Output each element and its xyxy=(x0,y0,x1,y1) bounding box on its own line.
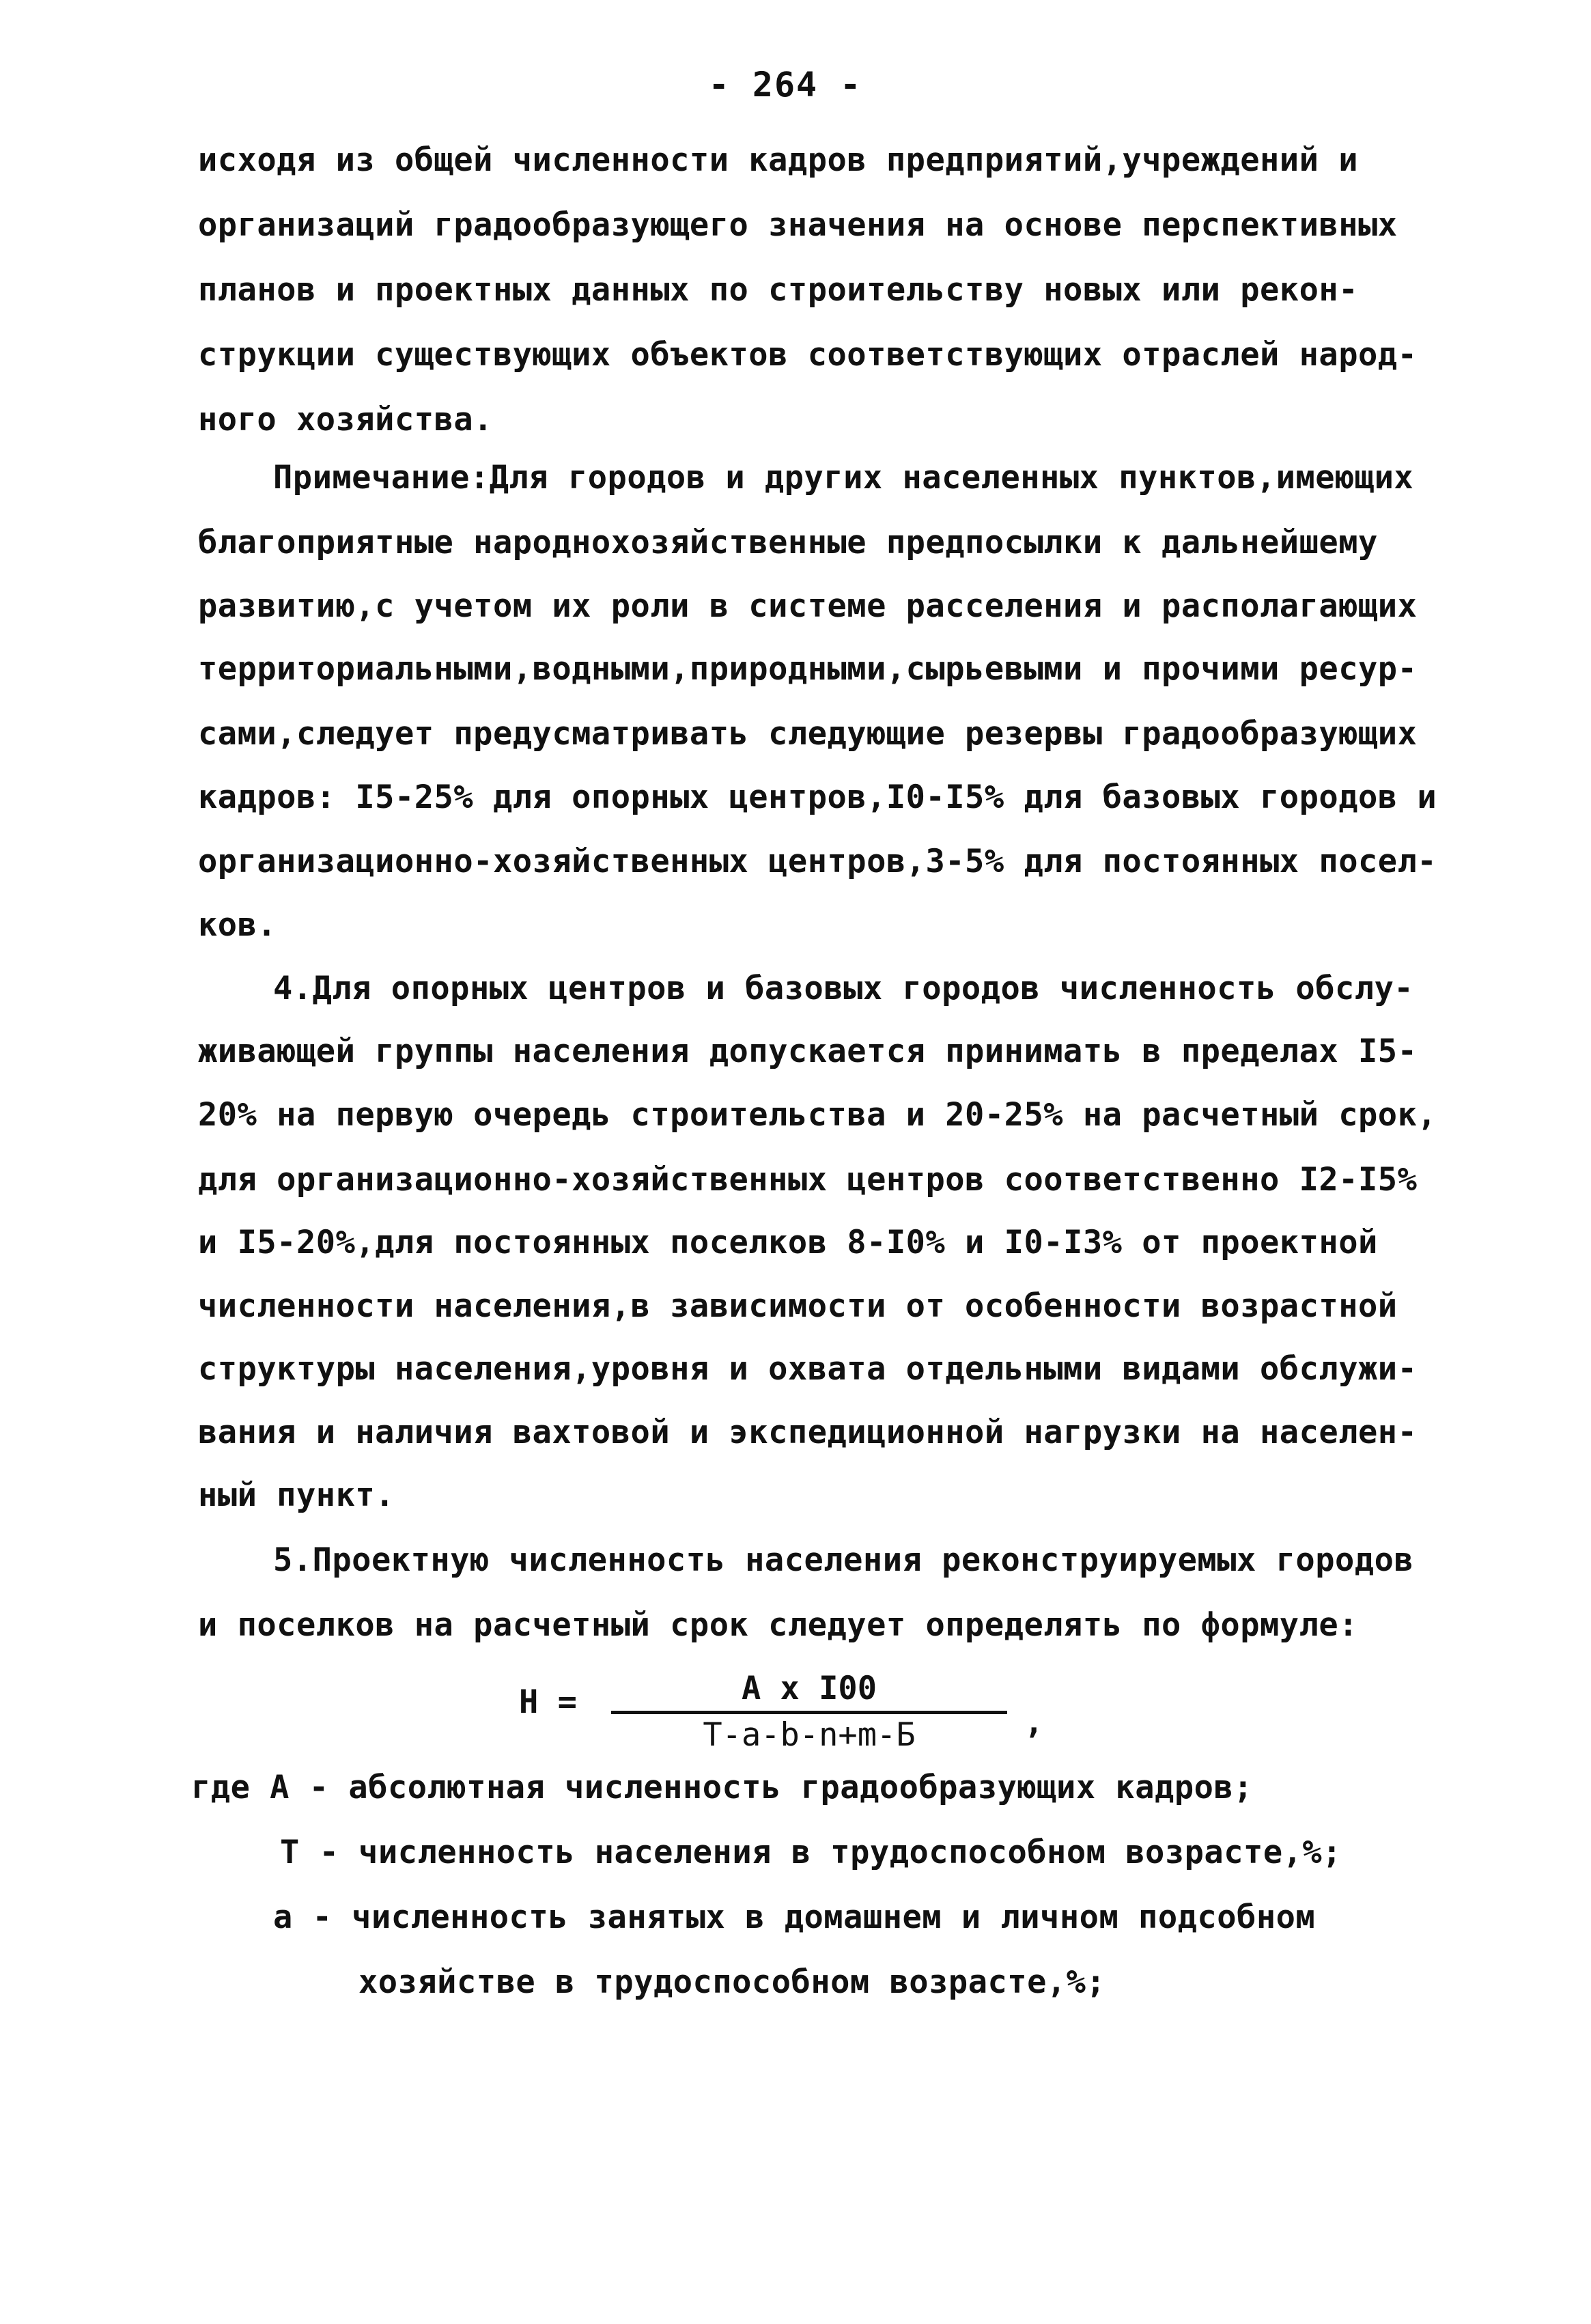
text-line: 5.Проектную численность населения реконструируемых городов xyxy=(273,1541,1414,1579)
text-line: 4.Для опорных центров и базовых городов численность обслу- xyxy=(273,970,1414,1007)
text-line: вания и наличия вахтовой и экспедиционной нагрузки на населен- xyxy=(198,1414,1418,1451)
text-line: а - численность занятых в домашнем и личном подсобном xyxy=(273,1899,1316,1936)
formula-denominator: Т-а-b-n+m-Б xyxy=(703,1716,916,1754)
text-line: 20% на первую очередь строительства и 20-25% на расчетный срок, xyxy=(198,1096,1437,1134)
text-line: ного хозяйства. xyxy=(198,401,493,438)
text-line: где А - абсолютная численность градообразующих кадров; xyxy=(191,1769,1254,1806)
text-line: организаций градообразующего значения на основе перспективных xyxy=(198,206,1398,244)
page-number: - 264 - xyxy=(708,65,862,104)
text-line: структуры населения,уровня и охвата отдельными видами обслужи- xyxy=(198,1350,1418,1388)
text-line: струкции существующих объектов соответствующих отраслей народ- xyxy=(198,336,1418,374)
formula xyxy=(519,1670,1065,1752)
text-line: для организационно-хозяйственных центров соответственно I2-I5% xyxy=(198,1161,1418,1199)
text-line: сами,следует предусматривать следующие резервы градообразующих xyxy=(198,715,1418,753)
text-line: ный пункт. xyxy=(198,1476,395,1514)
text-line: исходя из общей численности кадров предприятий,учреждений и xyxy=(198,141,1358,179)
text-line: ков. xyxy=(198,906,277,944)
text-line: хозяйстве в трудоспособном возрасте,%; xyxy=(358,1963,1106,2001)
text-line: Примечание:Для городов и других населенных пунктов,имеющих xyxy=(273,459,1414,496)
formula-lhs: Н = xyxy=(519,1683,577,1721)
fraction-bar xyxy=(611,1711,1007,1714)
text-line: и поселков на расчетный срок следует определять по формуле: xyxy=(198,1606,1358,1644)
text-line: численности населения,в зависимости от особенности возрастной xyxy=(198,1287,1398,1325)
text-line: планов и проектных данных по строительству новых или рекон- xyxy=(198,271,1358,309)
formula-numerator: А х I00 xyxy=(741,1670,877,1707)
text-line: развитию,с учетом их роли в системе расселения и располагающих xyxy=(198,587,1418,625)
text-line: живающей группы населения допускается принимать в пределах I5- xyxy=(198,1033,1418,1070)
text-line: организационно-хозяйственных центров,3-5% для постоянных посел- xyxy=(198,843,1437,880)
text-line: территориальными,водными,природными,сырьевыми и прочими ресур- xyxy=(198,650,1418,688)
text-line: благоприятные народнохозяйственные предпосылки к дальнейшему xyxy=(198,524,1378,561)
text-line: Т - численность населения в трудоспособном возрасте,%; xyxy=(280,1834,1342,1871)
text-line: и I5-20%,для постоянных поселков 8-I0% и I0-I3% от проектной xyxy=(198,1224,1378,1261)
text-line: кадров: I5-25% для опорных центров,I0-I5% для базовых городов и xyxy=(198,779,1437,816)
formula-comma: , xyxy=(1024,1704,1044,1741)
